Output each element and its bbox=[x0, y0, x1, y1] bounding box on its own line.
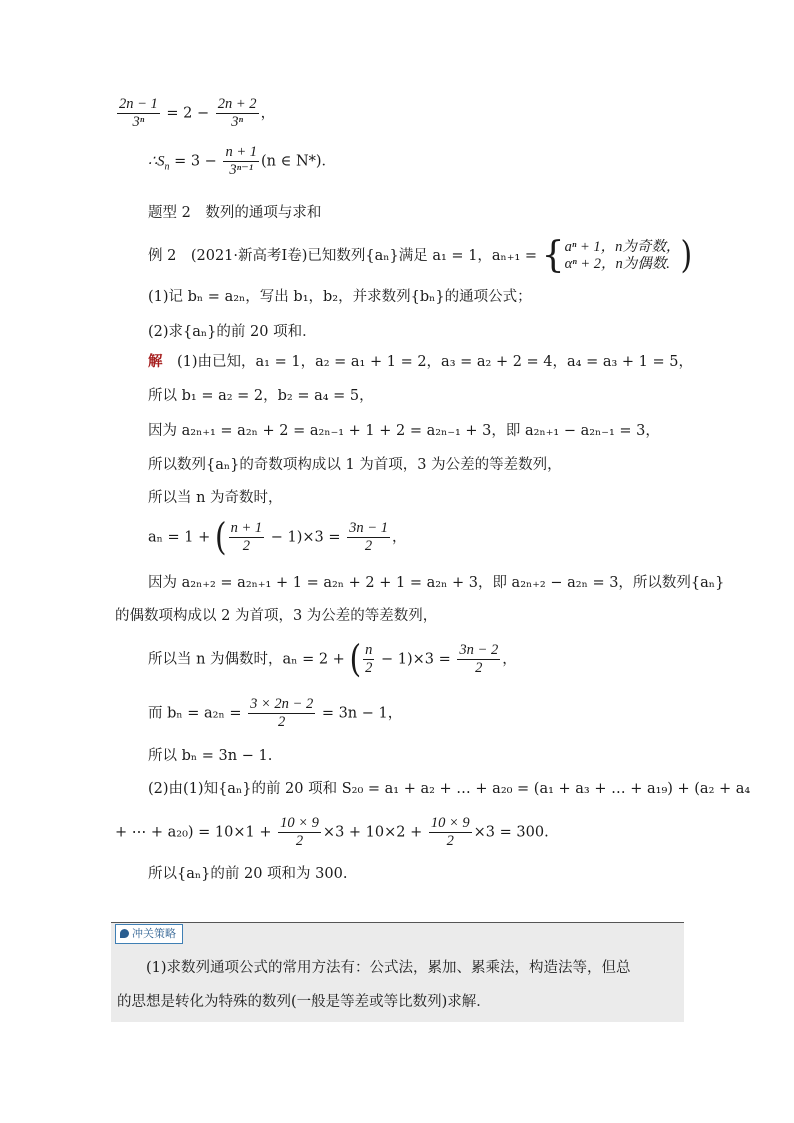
strategy-line-2: 的思想是转化为特殊的数列(一般是等差或等比数列)求解． bbox=[117, 994, 491, 1010]
question-1: (1)记 bₙ = a₂ₙ，写出 b₁，b₂，并求数列{bₙ}的通项公式； bbox=[148, 289, 532, 305]
solution-line-14: 所以{aₙ}的前 20 项和为 300. bbox=[148, 866, 348, 882]
solution-line-2: 所以 b₁ = a₂ = 2，b₂ = a₄ = 5， bbox=[148, 388, 374, 404]
formula-line-1: $\frac{2n - 1}{\text{3ⁿ}}$ = 2 − $\frac{2n + 2}{\text{3ⁿ}}$ ， bbox=[119, 96, 276, 130]
solution-line-4: 所以数列{aₙ}的奇数项构成以 1 为首项，3 为公差的等差数列， bbox=[148, 457, 562, 473]
solution-line-1: 解 (1)由已知，a₁ = 1，a₂ = a₁ + 1 = 2，a₃ = a₂ + 2 = 4，a₄ = a₃ + 1 = 5， bbox=[148, 353, 693, 370]
solution-line-8: 的偶数项构成以 2 为首项，3 为公差的等差数列， bbox=[115, 608, 438, 624]
solution-line-6: aₙ = 1 + ( $\frac{n + 1}{2}$ − 1)×3 = $\frac{3n - 1}{2}$ ， bbox=[148, 515, 407, 559]
section-title: 题型 2 数列的通项与求和 bbox=[148, 205, 322, 221]
solution-line-7: 因为 a₂ₙ₊₂ = a₂ₙ₊₁ + 1 = a₂ₙ + 2 + 1 = a₂ₙ + 3，即 a₂ₙ₊₂ − a₂ₙ = 3，所以数列{aₙ} bbox=[148, 575, 725, 591]
pin-icon bbox=[120, 929, 129, 938]
formula-line-2: $\therefore S_n = 3$ − $\frac{n + 1}{\text{3ⁿ⁻¹}}$ (n ∈ N*)． bbox=[148, 144, 337, 178]
question-2: (2)求{aₙ}的前 20 项和． bbox=[148, 324, 317, 340]
strategy-box bbox=[111, 922, 684, 1022]
solution-line-12: (2)由(1)知{aₙ}的前 20 项和 S₂₀ = a₁ + a₂ + … + a₂₀ = (a₁ + a₃ + … + a₁₉) + (a₂ + a₄ bbox=[148, 781, 751, 797]
solution-label: 解 bbox=[148, 353, 163, 370]
solution-line-3: 因为 a₂ₙ₊₁ = a₂ₙ + 2 = a₂ₙ₋₁ + 1 + 2 = a₂ₙ₋₁ + 3，即 a₂ₙ₊₁ − a₂ₙ₋₁ = 3， bbox=[148, 423, 660, 439]
strategy-tag: 冲关策略 bbox=[115, 924, 183, 944]
solution-line-13: + ⋯ + a₂₀) = 10×1 + $\frac{10 \times 9}{2}$ ×3 + 10×2 + $\frac{10 \times 9}{2}$ ×3 = 300. bbox=[115, 815, 549, 849]
solution-line-9: 所以当 n 为偶数时，aₙ = 2 + ( $\frac{n}{2}$ − 1)×3 = $\frac{3n - 2}{2}$ ， bbox=[148, 637, 517, 681]
solution-line-11: 所以 bₙ = 3n − 1. bbox=[148, 748, 273, 764]
solution-line-10: 而 bₙ = a₂ₙ = $\frac{3 \times 2n - 2}{2}$ = 3n − 1， bbox=[148, 696, 403, 730]
strategy-line-1: (1)求数列通项公式的常用方法有：公式法，累加、累乘法，构造法等，但总 bbox=[117, 960, 631, 976]
solution-line-5: 所以当 n 为奇数时， bbox=[148, 490, 283, 506]
example-statement: 例 2 (2021·新高考Ⅰ卷)已知数列{aₙ}满足 a₁ = 1，aₙ₊₁ = { aⁿ + 1，n为奇数， αⁿ + 2，n为偶数. ) bbox=[148, 233, 693, 278]
